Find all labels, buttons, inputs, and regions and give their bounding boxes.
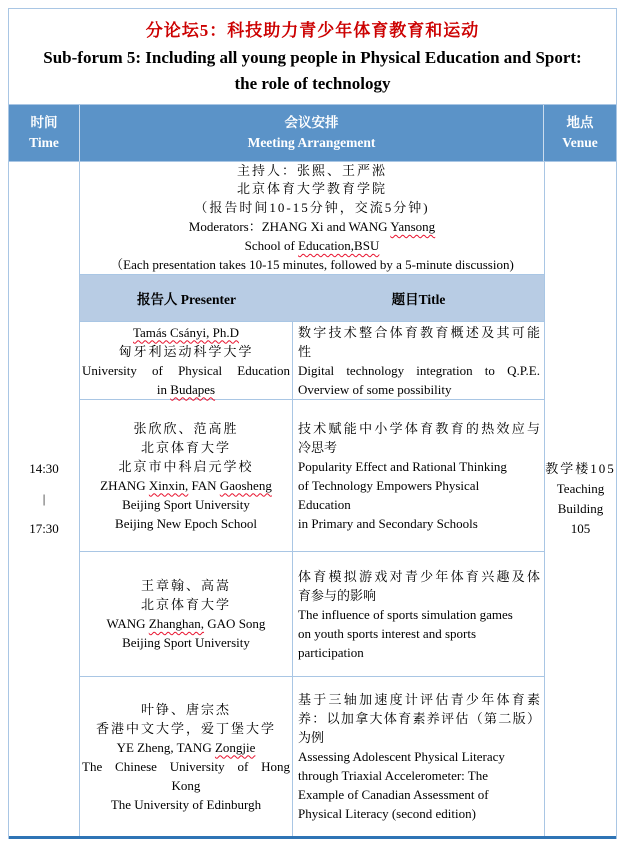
- title-cell-row3: [293, 552, 544, 677]
- text-segment: 教学楼105: [545, 461, 616, 476]
- text-segment: The Chinese University of Hong: [82, 758, 290, 774]
- text-line: [298, 323, 540, 342]
- text-line: [82, 419, 290, 438]
- text-segment: （报告时间10-15分钟，交流5分钟): [194, 200, 430, 216]
- time-start: 14:30: [29, 461, 59, 476]
- text-segment: Beijing Sport University: [122, 635, 250, 650]
- subheader-title-label: 题目Title: [391, 292, 446, 307]
- text-line: [82, 757, 290, 776]
- presenter-cell-row4: [80, 677, 293, 836]
- text-segment: 数字技术整合体育教育概述及其可能: [298, 324, 540, 340]
- text-line: [82, 700, 290, 719]
- text-segment: Overview of some possibility: [298, 381, 452, 397]
- text-line: [298, 766, 540, 785]
- text-line: [298, 624, 540, 643]
- text-line: [298, 514, 540, 533]
- subheader-presenter: [80, 275, 293, 322]
- text-segment: Moderators：ZHANG Xi and WANG: [188, 219, 391, 234]
- text-segment: 105: [570, 521, 591, 536]
- subheader-title: [293, 275, 544, 322]
- text-line: [298, 728, 540, 747]
- text-line: [298, 495, 540, 514]
- text-segment: 香港中文大学，爱丁堡大学: [95, 720, 276, 736]
- text-line: [82, 795, 290, 814]
- time-cell: [9, 162, 80, 836]
- text-segment: Example of Canadian Assessment of: [298, 787, 489, 802]
- title-block: [9, 9, 616, 104]
- text-line: [82, 342, 290, 361]
- text-line: [82, 495, 290, 514]
- presenter-cell-row2: [80, 400, 293, 552]
- text-line: [82, 719, 290, 738]
- text-segment: through Triaxial Accelerometer: The: [298, 768, 489, 783]
- header-meeting-en: Meeting Arrangement: [247, 135, 376, 150]
- spellcheck-underlined-text: Budapes: [170, 381, 216, 397]
- text-line: [298, 342, 540, 361]
- text-segment: in: [156, 381, 171, 397]
- text-line: [82, 476, 290, 495]
- text-segment: 张欣欣、范高胜: [133, 420, 239, 436]
- header-time-cn: 时间: [30, 115, 58, 130]
- spellcheck-underlined-text: Gaosheng: [219, 477, 272, 493]
- text-segment: of Technology Empowers Physical: [298, 477, 480, 493]
- title-cell-row1: [293, 322, 544, 400]
- spellcheck-underlined-text: Tamás Csányi, Ph.D: [133, 324, 239, 340]
- text-segment: 体育模拟游戏对青少年体育兴趣及体: [298, 568, 540, 584]
- text-segment: Education: [298, 496, 351, 512]
- subheader-presenter-label: 报告人 Presenter: [136, 292, 237, 307]
- text-line: [82, 361, 290, 380]
- text-line: [298, 785, 540, 804]
- spellcheck-underlined-text: Zhanghan,: [148, 616, 205, 631]
- header-venue-cn: 地点: [566, 115, 594, 130]
- text-segment: 叶铮、唐宗杰: [140, 701, 231, 717]
- text-line: [545, 519, 616, 539]
- text-line: [298, 476, 540, 495]
- text-segment: Physical Literacy (second edition): [298, 806, 476, 821]
- text-line: [82, 633, 290, 652]
- venue-cell: [544, 162, 616, 836]
- header-meeting-cn: 会议安排: [284, 115, 339, 130]
- text-segment: 技术赋能中小学体育教育的热效应与: [298, 420, 540, 436]
- page-border-frame: [8, 8, 617, 839]
- text-segment: （Each presentation takes 10-15 minutes, followed by a 5-minute discussion): [110, 256, 514, 272]
- text-segment: School of: [244, 237, 299, 253]
- header-cell-meeting-arrangement: [80, 105, 544, 162]
- text-line: [298, 380, 540, 399]
- text-line: [82, 776, 290, 795]
- text-segment: 北京市中科启元学校: [118, 458, 254, 474]
- text-line: [86, 199, 538, 218]
- text-line: [298, 643, 540, 662]
- text-line: [298, 567, 540, 586]
- text-line: [82, 738, 290, 757]
- header-time-en: Time: [29, 135, 59, 150]
- moderator-cell: [80, 162, 544, 275]
- text-line: [298, 605, 540, 624]
- text-segment: 主持人：张熙、王严淞: [236, 162, 387, 178]
- text-segment: The influence of sports simulation games: [298, 606, 513, 622]
- text-segment: 养：以加拿大体育素养评估（第二版）: [298, 711, 540, 726]
- text-segment: 北京体育大学教育学院: [236, 181, 387, 197]
- presenter-cell-row3: [80, 552, 293, 677]
- text-segment: participation: [298, 644, 364, 660]
- text-segment: YE Zheng, TANG: [116, 739, 215, 755]
- text-line: [298, 586, 540, 605]
- text-segment: 为例: [298, 730, 325, 745]
- title-cell-row4: [293, 677, 544, 836]
- text-line: [298, 804, 540, 823]
- text-segment: 北京体育大学: [140, 439, 231, 455]
- spellcheck-underlined-text: Education,BSU: [298, 237, 380, 253]
- spellcheck-underlined-text: Xinxin,: [148, 477, 189, 493]
- text-line: [298, 457, 540, 476]
- text-segment: WANG: [106, 616, 149, 631]
- text-line: [82, 514, 290, 533]
- text-line: [545, 459, 616, 479]
- text-segment: ZHANG: [100, 477, 149, 493]
- text-segment: 性: [298, 343, 312, 359]
- text-line: [86, 256, 538, 275]
- text-segment: in Primary and Secondary Schools: [298, 515, 478, 531]
- text-segment: FAN: [188, 477, 220, 493]
- header-cell-time: [9, 105, 80, 162]
- text-segment: The University of Edinburgh: [110, 796, 262, 812]
- text-segment: Assessing Adolescent Physical Literacy: [298, 749, 505, 764]
- spellcheck-underlined-text: Yansong: [390, 219, 436, 234]
- text-line: [86, 180, 538, 199]
- text-line: [82, 457, 290, 476]
- text-line: [298, 361, 540, 380]
- text-segment: GAO Song: [204, 616, 266, 631]
- text-segment: 匈牙利运动科学大学: [118, 343, 254, 359]
- title-cell-row2: [293, 400, 544, 552]
- presenter-cell-row1: [80, 322, 293, 400]
- forum-title-english-line2: the role of technology: [234, 73, 391, 93]
- text-segment: 基于三轴加速度计评估青少年体育素: [298, 692, 540, 707]
- text-segment: Popularity Effect and Rational Thinking: [298, 458, 507, 474]
- schedule-table: [9, 104, 616, 839]
- text-segment: 北京体育大学: [140, 597, 231, 612]
- text-segment: 王章翰、高嵩: [140, 578, 231, 593]
- text-line: [298, 419, 540, 438]
- text-segment: Building: [557, 501, 604, 516]
- text-line: [86, 218, 538, 237]
- text-line: [82, 323, 290, 342]
- spellcheck-underlined-text: Zongjie: [214, 739, 256, 755]
- text-line: [298, 747, 540, 766]
- text-line: [82, 438, 290, 457]
- text-segment: Teaching: [556, 481, 605, 496]
- text-segment: Beijing New Epoch School: [115, 515, 257, 531]
- text-segment: on youth sports interest and sports: [298, 625, 477, 641]
- text-line: [545, 499, 616, 519]
- text-segment: 育参与的影响: [298, 587, 377, 603]
- text-line: [86, 162, 538, 181]
- text-line: [298, 438, 540, 457]
- text-line: [86, 237, 538, 256]
- time-separator: |: [42, 491, 46, 506]
- forum-title-english-line1: Sub-forum 5: Including all young people in Physical Education and Sport:: [43, 47, 582, 67]
- forum-title-chinese: 分论坛5：科技助力青少年体育教育和运动: [145, 20, 480, 40]
- header-cell-venue: [544, 105, 616, 162]
- text-line: [298, 709, 540, 728]
- text-segment: University of Physical Education: [82, 362, 290, 378]
- text-line: [298, 690, 540, 709]
- text-line: [82, 614, 290, 633]
- text-segment: Beijing Sport University: [122, 496, 250, 512]
- text-line: [82, 576, 290, 595]
- time-end: 17:30: [29, 521, 59, 536]
- text-line: [82, 595, 290, 614]
- text-line: [545, 479, 616, 499]
- text-segment: 冷思考: [298, 439, 338, 455]
- text-segment: Kong: [171, 777, 201, 793]
- text-line: [82, 380, 290, 399]
- text-segment: Digital technology integration to Q.P.E.: [298, 362, 540, 378]
- header-venue-en: Venue: [562, 135, 598, 150]
